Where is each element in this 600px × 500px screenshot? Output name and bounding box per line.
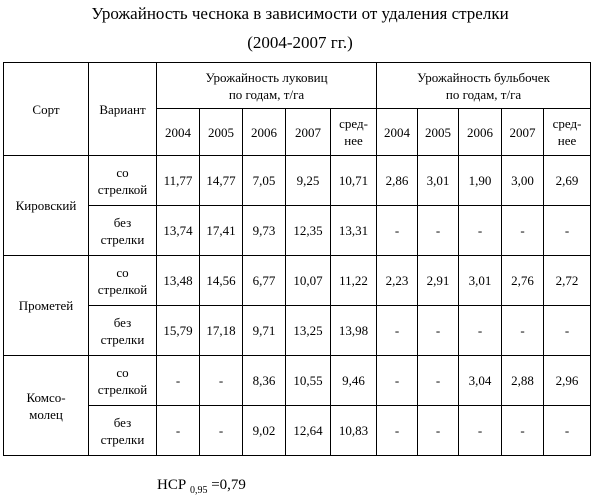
bulbil-yield-cell: 2,86 [377,156,418,206]
bulb-yield-cell: - [200,406,243,456]
bulb-yield-cell: 9,73 [243,206,286,256]
variant-cell: без стрелки [89,206,157,256]
header-year: 2007 [502,109,544,156]
bulbil-yield-cell: - [418,206,459,256]
bulb-yield-cell: 9,02 [243,406,286,456]
bulb-yield-cell: - [157,406,200,456]
variant-cell: без стрелки [89,306,157,356]
bulbil-yield-cell: - [544,306,591,356]
bulb-yield-cell: 15,79 [157,306,200,356]
bulbil-yield-cell: 2,72 [544,256,591,306]
header-year: 2007 [286,109,331,156]
bulbil-yield-cell: 2,23 [377,256,418,306]
bulb-yield-cell: 17,41 [200,206,243,256]
bulbil-yield-cell: 1,90 [459,156,502,206]
bulbil-yield-cell: - [377,406,418,456]
yield-table [3,62,591,456]
table-row [4,256,591,306]
table-row [4,206,591,256]
variant-cell: без стрелки [89,406,157,456]
bulb-yield-cell: 13,31 [331,206,377,256]
table-title: Урожайность чеснока в зависимости от удаления стрелки [91,4,509,23]
bulb-yield-cell: 9,46 [331,356,377,406]
table-head [4,63,591,156]
variety-cell: Прометей [4,256,89,356]
bulb-yield-cell: 10,07 [286,256,331,306]
header-bulbs-yield: Урожайность луковиц по годам, т/га [157,63,377,109]
bulb-yield-cell: 11,77 [157,156,200,206]
bulbil-yield-cell: - [377,306,418,356]
bulbil-yield-cell: - [459,206,502,256]
bulbil-yield-cell: 2,96 [544,356,591,406]
header-year: 2004 [157,109,200,156]
lsd-value: =0,79 [211,477,246,493]
variant-cell: со стрелкой [89,356,157,406]
table-subtitle: (2004-2007 гг.) [247,33,353,52]
bulb-yield-cell: - [200,356,243,406]
header-year: 2004 [377,109,418,156]
bulbil-yield-cell: 2,88 [502,356,544,406]
bulb-yield-cell: 9,25 [286,156,331,206]
bulb-yield-cell: 13,74 [157,206,200,256]
table-row [4,356,591,406]
lsd-label: НСР [157,477,187,493]
bulbil-yield-cell: - [377,206,418,256]
bulbil-yield-cell: - [544,206,591,256]
bulbil-yield-cell: 3,01 [418,156,459,206]
table-body [4,156,591,456]
bulbil-yield-cell: - [377,356,418,406]
bulbil-yield-cell: - [502,206,544,256]
bulbil-yield-cell: - [418,356,459,406]
bulb-yield-cell: 14,77 [200,156,243,206]
header-year: 2005 [418,109,459,156]
header-bulbils-yield: Урожайность бульбочек по годам, т/га [377,63,591,109]
bulb-yield-cell: 11,22 [331,256,377,306]
header-mean: сред- нее [331,109,377,156]
bulb-yield-cell: 7,05 [243,156,286,206]
bulb-yield-cell: 13,25 [286,306,331,356]
bulb-yield-cell: 17,18 [200,306,243,356]
header-variety: Сорт [4,63,89,156]
bulb-yield-cell: 6,77 [243,256,286,306]
bulb-yield-cell: 13,98 [331,306,377,356]
bulb-yield-cell: 14,56 [200,256,243,306]
header-year: 2006 [243,109,286,156]
header-variant: Вариант [89,63,157,156]
bulbil-yield-cell: 2,69 [544,156,591,206]
bulbil-yield-cell: - [502,306,544,356]
bulbil-yield-cell: 2,91 [418,256,459,306]
bulbil-yield-cell: 3,01 [459,256,502,306]
lsd-note [157,476,246,500]
bulbil-yield-cell: 3,00 [502,156,544,206]
variety-cell: Кировский [4,156,89,256]
bulbil-yield-cell: - [459,306,502,356]
bulbil-yield-cell: - [459,406,502,456]
header-year: 2005 [200,109,243,156]
variety-cell: Комсо- молец [4,356,89,456]
bulb-yield-cell: 12,35 [286,206,331,256]
bulbil-yield-cell: - [502,406,544,456]
bulbil-yield-cell: 3,04 [459,356,502,406]
bulbil-yield-cell: 2,76 [502,256,544,306]
bulbil-yield-cell: - [418,406,459,456]
bulb-yield-cell: 9,71 [243,306,286,356]
header-mean: сред- нее [544,109,591,156]
bulbil-yield-cell: - [544,406,591,456]
variant-cell: со стрелкой [89,156,157,206]
bulb-yield-cell: 13,48 [157,256,200,306]
header-year: 2006 [459,109,502,156]
table-row [4,156,591,206]
bulb-yield-cell: 12,64 [286,406,331,456]
bulb-yield-cell: 10,55 [286,356,331,406]
table-row [4,406,591,456]
bulbil-yield-cell: - [418,306,459,356]
table-row [4,306,591,356]
variant-cell: со стрелкой [89,256,157,306]
bulb-yield-cell: 10,71 [331,156,377,206]
lsd-subscript: 0,95 [189,485,208,496]
bulb-yield-cell: 8,36 [243,356,286,406]
bulb-yield-cell: 10,83 [331,406,377,456]
bulb-yield-cell: - [157,356,200,406]
